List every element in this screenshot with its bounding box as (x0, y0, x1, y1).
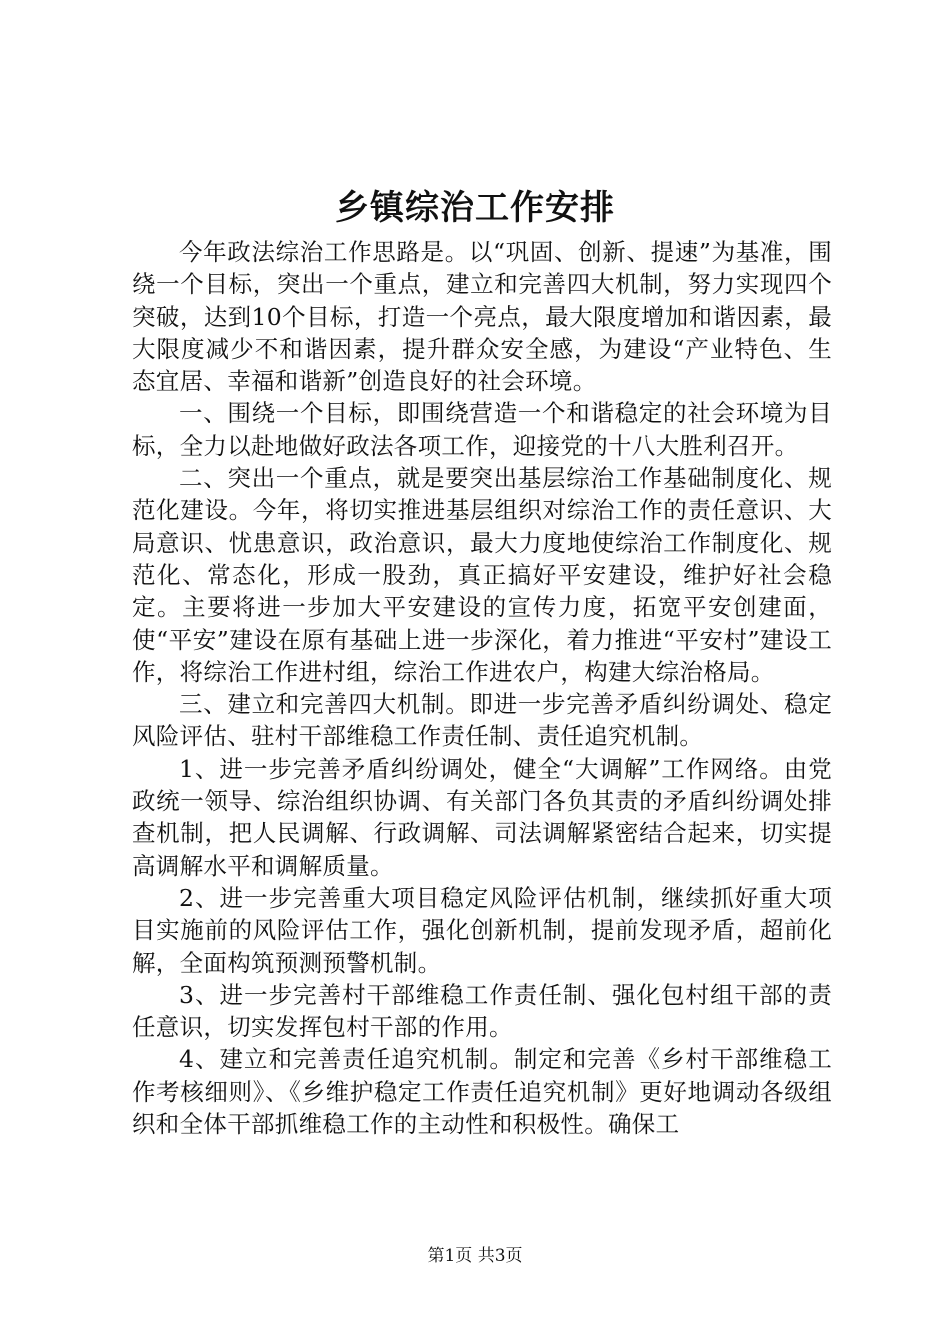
paragraph-item-2: 2、进一步完善重大项目稳定风险评估机制，继续抓好重大项目实施前的风险评估工作，强化创新机制，提前发现矛盾，超前化解，全面构筑预测预警机制。 (132, 883, 832, 977)
document-title: 乡镇综治工作安排 (335, 188, 615, 228)
paragraph-section-1: 一、围绕一个目标，即围绕营造一个和谐稳定的社会环境为目标，全力以赴地做好政法各项工作，迎接党的十八大胜利召开。 (132, 399, 832, 460)
paragraph-item-4: 4、建立和完善责任追究机制。制定和完善《乡村干部维稳工作考核细则》、《乡维护稳定工作责任追究机制》更好地调动各级组织和全体干部抓维稳工作的主动性和积极性。确保工 (132, 1045, 832, 1139)
page-number-footer: 第1页 共3页 (427, 1246, 523, 1266)
paragraph-item-1: 1、进一步完善矛盾纠纷调处，健全“大调解”工作网络。由党政统一领导、综治组织协调、有关部门各负其责的矛盾纠纷调处排查机制，把人民调解、行政调解、司法调解紧密结合起来，切实提高调解水平和调解质量。 (132, 754, 832, 880)
document-body (132, 236, 832, 1140)
paragraph-item-3: 3、进一步完善村干部维稳工作责任制、强化包村组干部的责任意识，切实发挥包村干部的作用。 (132, 980, 832, 1042)
paragraph-section-3: 三、建立和完善四大机制。即进一步完善矛盾纠纷调处、稳定风险评估、驻村干部维稳工作责任制、责任追究机制。 (132, 690, 832, 751)
paragraph-intro: 今年政法综治工作思路是。以“巩固、创新、提速”为基准，围绕一个目标，突出一个重点，建立和完善四大机制，努力实现四个突破，达到10个目标，打造一个亮点，最大限度增加和谐因素，最大限度减少不和谐因素，提升群众安全感，为建设“产业特色、生态宜居、幸福和谐新”创造良好的社会环境。 (132, 238, 832, 396)
paragraph-section-2: 二、突出一个重点，就是要突出基层综治工作基础制度化、规范化建设。今年，将切实推进基层组织对综治工作的责任意识、大局意识、忧患意识，政治意识，最大力度地使综治工作制度化、规范化、常态化，形成一股劲，真正搞好平安建设，维护好社会稳定。主要将进一步加大平安建设的宣传力度，拓宽平安创建面，使“平安”建设在原有基础上进一步深化，着力推进“平安村”建设工作，将综治工作进村组，综治工作进农户，构建大综治格局。 (132, 464, 832, 686)
